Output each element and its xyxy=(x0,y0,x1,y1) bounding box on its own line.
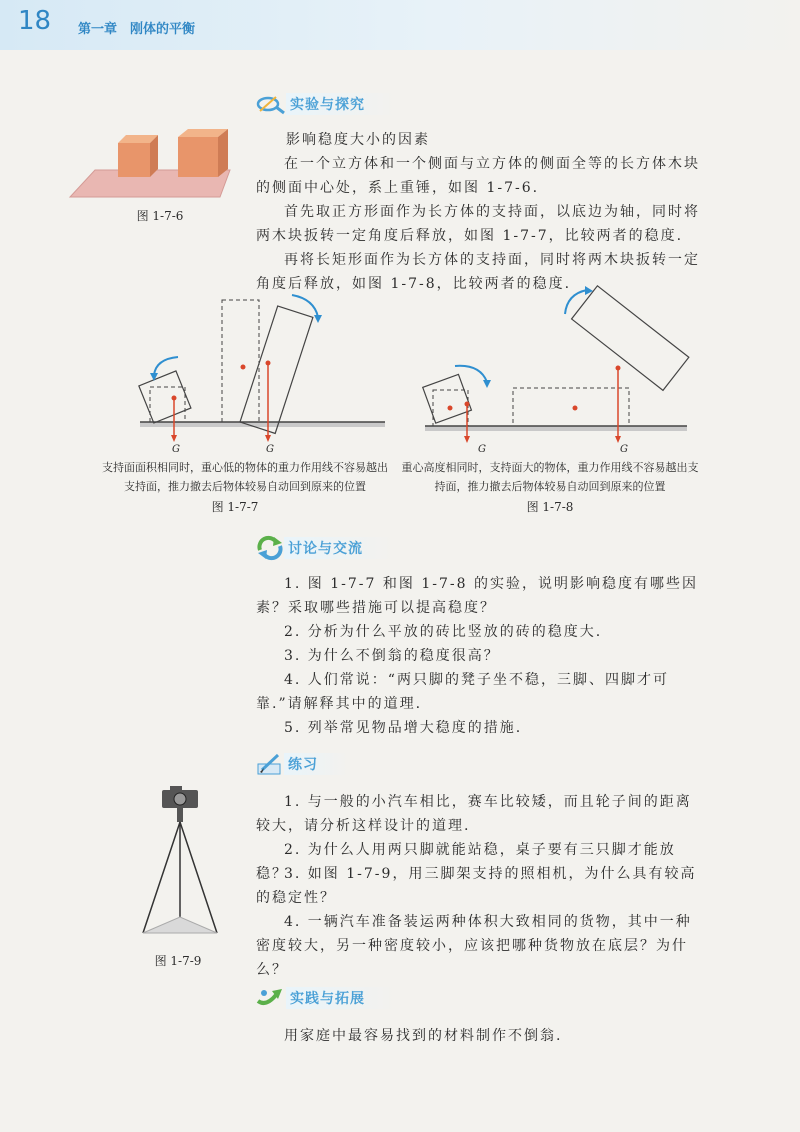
figure-1-7-8-g2: G xyxy=(620,444,628,455)
figure-1-7-7-diagram xyxy=(140,295,390,460)
pencil-icon xyxy=(256,752,284,776)
figure-1-7-8-diagram xyxy=(425,288,690,458)
page-header xyxy=(0,0,800,50)
cube-block xyxy=(118,135,158,177)
practice-title: 练习 xyxy=(284,753,348,775)
figure-1-7-7-label: 图 1-7-7 xyxy=(211,500,259,514)
flat-block-tilted-outline xyxy=(572,286,689,391)
extension-title: 实践与拓展 xyxy=(286,987,395,1009)
rotation-arrow-left-icon xyxy=(154,357,178,375)
figure-1-7-9-tripod xyxy=(140,785,220,940)
discussion-question-4: 4. 人们常说：“两只脚的凳子坐不稳，三脚、四脚才可靠.”请解释其中的道理. xyxy=(256,672,669,712)
practice-heading xyxy=(256,752,348,776)
page-number: 18 xyxy=(18,6,52,36)
experiment-heading xyxy=(256,92,395,116)
camera-icon xyxy=(162,786,198,808)
practice-question-2: 2. 为什么人用两只脚就能站稳，桌子要有三只脚才能放稳？ xyxy=(256,842,676,882)
cuboid-block xyxy=(178,129,228,177)
experiment-subtitle: 影响稳度大小的因素 xyxy=(286,132,430,148)
cube-tilted-outline xyxy=(139,371,191,423)
discussion-question-3: 3. 为什么不倒翁的稳度很高？ xyxy=(284,648,500,664)
magnifier-icon xyxy=(256,93,286,115)
flat-block-original-outline xyxy=(513,388,629,426)
figure-1-7-6-image xyxy=(70,125,250,200)
experiment-title: 实验与探究 xyxy=(286,93,395,115)
chapter-title: 第一章 刚体的平衡 xyxy=(78,22,196,37)
figure-1-7-8-label: 图 1-7-8 xyxy=(526,500,574,514)
discussion-title: 讨论与交流 xyxy=(284,537,393,559)
discussion-question-1: 1. 图 1-7-7 和图 1-7-8 的实验，说明影响稳度有哪些因素？采取哪些措施可以提高稳度？ xyxy=(256,576,698,616)
exchange-arrows-icon xyxy=(256,536,284,560)
cube-original-outline xyxy=(150,387,185,422)
cube-tilted-outline xyxy=(423,374,472,423)
practice-question-1: 1. 与一般的小汽车相比，赛车比较矮，而且轮子间的距离较大，请分析这样设计的道理. xyxy=(256,794,692,834)
experiment-paragraph-3: 再将长矩形面作为长方体的支持面，同时将两木块扳转一定角度后释放，如图 1-7-8，比较两者的稳度. xyxy=(256,252,700,292)
discussion-question-5: 5. 列举常见物品增大稳度的措施. xyxy=(284,720,523,736)
figure-1-7-8-caption: 重心高度相同时，支持面大的物体，重力作用线不容易越出支持面，推力撤去后物体较易自动回到原来的位置 xyxy=(401,461,699,493)
figure-1-7-7-g2: G xyxy=(266,444,274,455)
practice-question-4: 4. 一辆汽车准备装运两种体积大致相同的货物，其中一种密度较大，另一种密度较小，应该把哪种货物放在底层？为什么？ xyxy=(256,914,692,978)
figure-1-7-9-label: 图 1-7-9 xyxy=(154,954,202,968)
figure-1-7-6-label: 图 1-7-6 xyxy=(136,209,184,223)
experiment-paragraph-1: 在一个立方体和一个侧面与立方体的侧面全等的长方体木块的侧面中心处，系上重锤，如图 1-7-6. xyxy=(256,156,700,196)
practice-question-3: 3. 如图 1-7-9，用三脚架支持的照相机，为什么具有较高的稳定性？ xyxy=(256,866,697,906)
experiment-paragraph-2: 首先取正方形面作为长方体的支持面，以底边为轴，同时将两木块扳转一定角度后释放，如图 1-7-7，比较两者的稳度. xyxy=(256,204,700,244)
figure-1-7-7-g1: G xyxy=(172,444,180,455)
discussion-heading xyxy=(256,536,393,560)
rotation-arrow-right-icon xyxy=(292,295,318,317)
figure-1-7-7-caption: 支持面面积相同时，重心低的物体的重力作用线不容易越出支持面，推力撤去后物体较易自动回到原来的位置 xyxy=(102,461,388,493)
tall-block-tilted-outline xyxy=(240,306,313,433)
extension-heading xyxy=(256,986,395,1010)
discussion-question-2: 2. 分析为什么平放的砖比竖放的砖的稳度大. xyxy=(284,624,603,640)
tall-block-original-outline xyxy=(222,300,259,422)
rotation-arrow-right-icon xyxy=(565,290,587,314)
practice-swoosh-icon xyxy=(256,987,286,1009)
extension-text: 用家庭中最容易找到的材料制作不倒翁. xyxy=(284,1028,563,1044)
figure-1-7-8-g1: G xyxy=(478,444,486,455)
